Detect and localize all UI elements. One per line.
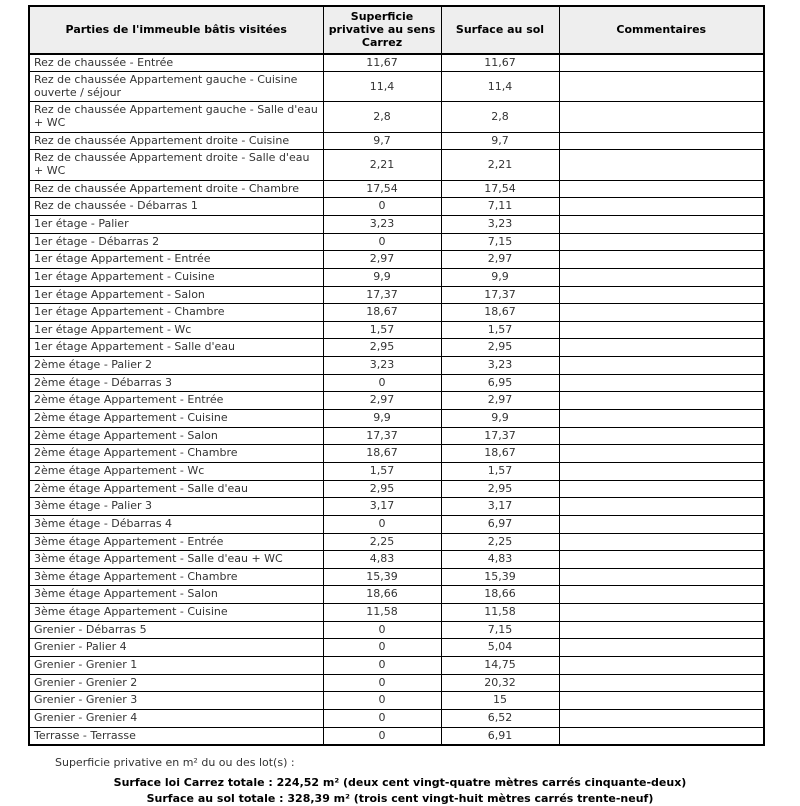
carrez-value-cell: 1,57 [323, 462, 441, 480]
comment-cell [559, 233, 764, 251]
carrez-value-cell: 18,67 [323, 445, 441, 463]
part-label-cell: Grenier - Débarras 5 [29, 621, 323, 639]
comment-cell [559, 498, 764, 516]
table-row [29, 357, 764, 375]
part-label-cell: Rez de chaussée - Débarras 1 [29, 198, 323, 216]
table-row [29, 392, 764, 410]
comment-cell [559, 180, 764, 198]
carrez-value-cell: 0 [323, 674, 441, 692]
table-row [29, 586, 764, 604]
part-label-cell: Grenier - Grenier 1 [29, 656, 323, 674]
carrez-value-cell: 0 [323, 692, 441, 710]
carrez-value-cell: 17,37 [323, 427, 441, 445]
table-row [29, 427, 764, 445]
sol-value-cell: 6,95 [441, 374, 559, 392]
sol-value-cell: 2,95 [441, 339, 559, 357]
part-label-cell: 2ème étage Appartement - Cuisine [29, 410, 323, 428]
carrez-value-cell: 9,7 [323, 132, 441, 150]
table-row [29, 54, 764, 72]
sol-value-cell: 20,32 [441, 674, 559, 692]
privative-note: Superficie privative en m² du ou des lot(s) : [55, 756, 295, 770]
carrez-value-cell: 0 [323, 374, 441, 392]
part-label-cell: 2ème étage Appartement - Wc [29, 462, 323, 480]
carrez-value-cell: 3,23 [323, 215, 441, 233]
table-row [29, 410, 764, 428]
comment-cell [559, 132, 764, 150]
carrez-value-cell: 15,39 [323, 568, 441, 586]
comment-cell [559, 410, 764, 428]
carrez-value-cell: 2,95 [323, 339, 441, 357]
carrez-value-cell: 2,25 [323, 533, 441, 551]
table-row [29, 198, 764, 216]
table-row [29, 568, 764, 586]
carrez-value-cell: 11,58 [323, 604, 441, 622]
sol-value-cell: 15,39 [441, 568, 559, 586]
sol-value-cell: 18,67 [441, 304, 559, 322]
carrez-value-cell: 4,83 [323, 551, 441, 569]
table-row [29, 321, 764, 339]
carrez-value-cell: 0 [323, 656, 441, 674]
part-label-cell: Rez de chaussée Appartement gauche - Cuisine ouverte / séjour [29, 72, 323, 102]
part-label-cell: Rez de chaussée Appartement droite - Cuisine [29, 132, 323, 150]
sol-value-cell: 2,25 [441, 533, 559, 551]
table-header [29, 6, 764, 54]
comment-cell [559, 215, 764, 233]
carrez-value-cell: 9,9 [323, 410, 441, 428]
carrez-value-cell: 2,21 [323, 150, 441, 180]
table-row [29, 132, 764, 150]
table-row [29, 215, 764, 233]
header-commentaires: Commentaires [559, 6, 764, 54]
table-row [29, 72, 764, 102]
sol-value-cell: 11,58 [441, 604, 559, 622]
sol-value-cell: 17,37 [441, 286, 559, 304]
sol-value-cell: 3,23 [441, 215, 559, 233]
comment-cell [559, 304, 764, 322]
sol-value-cell: 6,91 [441, 727, 559, 745]
sol-value-cell: 7,11 [441, 198, 559, 216]
carrez-value-cell: 0 [323, 198, 441, 216]
total-sol-line: Surface au sol totale : 328,39 m² (trois cent vingt-huit mètres carrés trente-neuf) [146, 791, 654, 805]
part-label-cell: 2ème étage Appartement - Salon [29, 427, 323, 445]
sol-value-cell: 17,54 [441, 180, 559, 198]
comment-cell [559, 656, 764, 674]
carrez-value-cell: 0 [323, 639, 441, 657]
carrez-value-cell: 0 [323, 709, 441, 727]
header-superficie-carrez: Superficie privative au sens Carrez [323, 6, 441, 54]
part-label-cell: Rez de chaussée Appartement droite - Salle d'eau + WC [29, 150, 323, 180]
carrez-value-cell: 2,8 [323, 102, 441, 132]
comment-cell [559, 251, 764, 269]
comment-cell [559, 621, 764, 639]
comment-cell [559, 639, 764, 657]
table-row [29, 621, 764, 639]
sol-value-cell: 14,75 [441, 656, 559, 674]
table-row [29, 656, 764, 674]
sol-value-cell: 15 [441, 692, 559, 710]
table-row [29, 286, 764, 304]
carrez-value-cell: 11,67 [323, 54, 441, 72]
comment-cell [559, 551, 764, 569]
table-row [29, 692, 764, 710]
part-label-cell: Grenier - Grenier 4 [29, 709, 323, 727]
carrez-value-cell: 9,9 [323, 268, 441, 286]
comment-cell [559, 586, 764, 604]
part-label-cell: 3ème étage Appartement - Salle d'eau + WC [29, 551, 323, 569]
comment-cell [559, 568, 764, 586]
sol-value-cell: 7,15 [441, 233, 559, 251]
surface-table [28, 5, 765, 746]
comment-cell [559, 692, 764, 710]
part-label-cell: Rez de chaussée Appartement droite - Chambre [29, 180, 323, 198]
sol-value-cell: 2,97 [441, 251, 559, 269]
table-row [29, 727, 764, 745]
comment-cell [559, 374, 764, 392]
carrez-value-cell: 1,57 [323, 321, 441, 339]
table-row [29, 604, 764, 622]
sol-value-cell: 5,04 [441, 639, 559, 657]
part-label-cell: Rez de chaussée Appartement gauche - Salle d'eau + WC [29, 102, 323, 132]
sol-value-cell: 9,7 [441, 132, 559, 150]
part-label-cell: 1er étage - Palier [29, 215, 323, 233]
part-label-cell: 1er étage Appartement - Chambre [29, 304, 323, 322]
carrez-value-cell: 0 [323, 233, 441, 251]
table-row [29, 462, 764, 480]
part-label-cell: 2ème étage - Palier 2 [29, 357, 323, 375]
carrez-value-cell: 3,17 [323, 498, 441, 516]
header-surface-sol: Surface au sol [441, 6, 559, 54]
part-label-cell: 2ème étage Appartement - Chambre [29, 445, 323, 463]
table-row [29, 498, 764, 516]
header-parties: Parties de l'immeuble bâtis visitées [29, 6, 323, 54]
sol-value-cell: 4,83 [441, 551, 559, 569]
sol-value-cell: 17,37 [441, 427, 559, 445]
comment-cell [559, 321, 764, 339]
table-row [29, 251, 764, 269]
sol-value-cell: 2,95 [441, 480, 559, 498]
part-label-cell: 3ème étage Appartement - Chambre [29, 568, 323, 586]
part-label-cell: 1er étage Appartement - Salle d'eau [29, 339, 323, 357]
table-row [29, 268, 764, 286]
comment-cell [559, 357, 764, 375]
carrez-value-cell: 18,67 [323, 304, 441, 322]
comment-cell [559, 286, 764, 304]
part-label-cell: 3ème étage Appartement - Salon [29, 586, 323, 604]
header-row [29, 6, 764, 54]
table-row [29, 180, 764, 198]
carrez-value-cell: 2,97 [323, 251, 441, 269]
part-label-cell: 1er étage Appartement - Entrée [29, 251, 323, 269]
part-label-cell: Grenier - Grenier 2 [29, 674, 323, 692]
part-label-cell: 1er étage Appartement - Wc [29, 321, 323, 339]
sol-value-cell: 9,9 [441, 410, 559, 428]
table-row [29, 233, 764, 251]
table-row [29, 515, 764, 533]
part-label-cell: Grenier - Palier 4 [29, 639, 323, 657]
table-row [29, 709, 764, 727]
sol-value-cell: 3,23 [441, 357, 559, 375]
part-label-cell: 2ème étage Appartement - Entrée [29, 392, 323, 410]
comment-cell [559, 445, 764, 463]
comment-cell [559, 462, 764, 480]
comment-cell [559, 198, 764, 216]
comment-cell [559, 54, 764, 72]
sol-value-cell: 9,9 [441, 268, 559, 286]
sol-value-cell: 3,17 [441, 498, 559, 516]
carrez-value-cell: 0 [323, 621, 441, 639]
part-label-cell: Terrasse - Terrasse [29, 727, 323, 745]
comment-cell [559, 427, 764, 445]
part-label-cell: 1er étage Appartement - Salon [29, 286, 323, 304]
part-label-cell: 3ème étage Appartement - Cuisine [29, 604, 323, 622]
table-body [29, 54, 764, 746]
total-carrez-line: Surface loi Carrez totale : 224,52 m² (deux cent vingt-quatre mètres carrés cinquante-deux) [113, 776, 687, 790]
table-row [29, 639, 764, 657]
comment-cell [559, 150, 764, 180]
table-row [29, 445, 764, 463]
sol-value-cell: 1,57 [441, 462, 559, 480]
part-label-cell: Grenier - Grenier 3 [29, 692, 323, 710]
carrez-value-cell: 2,97 [323, 392, 441, 410]
sol-value-cell: 1,57 [441, 321, 559, 339]
sol-value-cell: 6,97 [441, 515, 559, 533]
comment-cell [559, 102, 764, 132]
sol-value-cell: 6,52 [441, 709, 559, 727]
sol-value-cell: 2,97 [441, 392, 559, 410]
comment-cell [559, 480, 764, 498]
carrez-value-cell: 0 [323, 515, 441, 533]
carrez-value-cell: 2,95 [323, 480, 441, 498]
part-label-cell: 3ème étage - Palier 3 [29, 498, 323, 516]
comment-cell [559, 674, 764, 692]
comment-cell [559, 727, 764, 745]
comment-cell [559, 72, 764, 102]
comment-cell [559, 709, 764, 727]
part-label-cell: 2ème étage Appartement - Salle d'eau [29, 480, 323, 498]
table-row [29, 102, 764, 132]
table-row [29, 674, 764, 692]
part-label-cell: 3ème étage Appartement - Entrée [29, 533, 323, 551]
sol-value-cell: 11,4 [441, 72, 559, 102]
carrez-value-cell: 0 [323, 727, 441, 745]
table-row [29, 339, 764, 357]
table-row [29, 374, 764, 392]
sol-value-cell: 18,67 [441, 445, 559, 463]
table-row [29, 533, 764, 551]
table-row [29, 150, 764, 180]
sol-value-cell: 11,67 [441, 54, 559, 72]
carrez-value-cell: 17,37 [323, 286, 441, 304]
table-row [29, 551, 764, 569]
carrez-value-cell: 3,23 [323, 357, 441, 375]
sol-value-cell: 2,21 [441, 150, 559, 180]
carrez-value-cell: 17,54 [323, 180, 441, 198]
comment-cell [559, 339, 764, 357]
part-label-cell: Rez de chaussée - Entrée [29, 54, 323, 72]
part-label-cell: 3ème étage - Débarras 4 [29, 515, 323, 533]
comment-cell [559, 515, 764, 533]
totals-block [0, 775, 800, 806]
sol-value-cell: 2,8 [441, 102, 559, 132]
comment-cell [559, 392, 764, 410]
comment-cell [559, 268, 764, 286]
part-label-cell: 1er étage - Débarras 2 [29, 233, 323, 251]
carrez-value-cell: 18,66 [323, 586, 441, 604]
comment-cell [559, 604, 764, 622]
sol-value-cell: 7,15 [441, 621, 559, 639]
carrez-value-cell: 11,4 [323, 72, 441, 102]
comment-cell [559, 533, 764, 551]
table-row [29, 480, 764, 498]
part-label-cell: 2ème étage - Débarras 3 [29, 374, 323, 392]
sol-value-cell: 18,66 [441, 586, 559, 604]
part-label-cell: 1er étage Appartement - Cuisine [29, 268, 323, 286]
table-row [29, 304, 764, 322]
